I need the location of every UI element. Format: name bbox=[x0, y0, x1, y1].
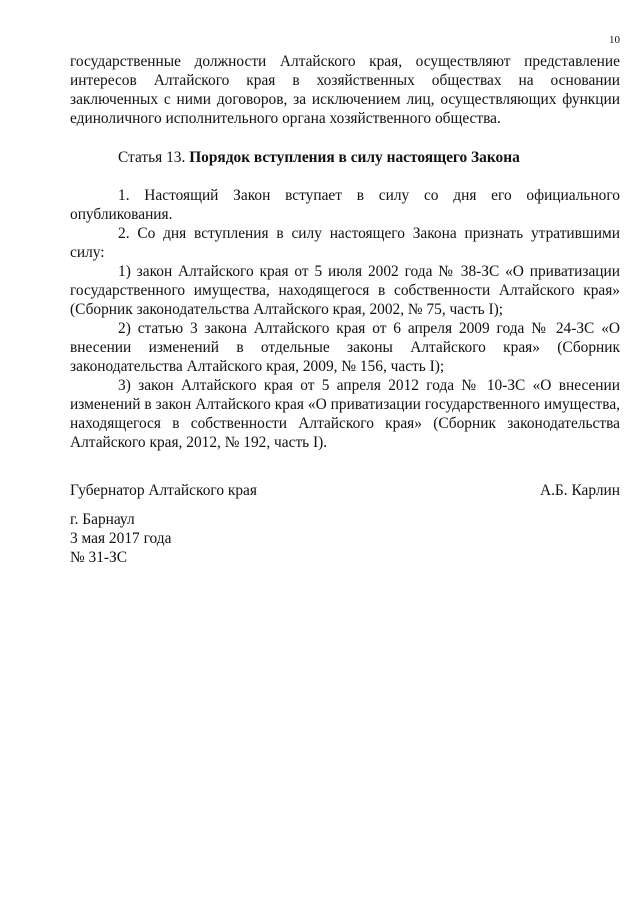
repealed-law-1: 1) закон Алтайского края от 5 июля 2002 года № 38-ЗС «О приватизации государственного имущества, находящегося в собственности Алтайского края» (Сборник законодательства Алтайского края, 2002, № 75, часть I); bbox=[70, 263, 620, 318]
repealed-law-2: 2) статью 3 закона Алтайского края от 6 апреля 2009 года № 24-ЗС «О внесении изменений в отдельные законы Алтайского края» (Сборник законодательства Алтайского края, 2009, № 156, часть I); bbox=[70, 320, 620, 375]
place-date-block bbox=[70, 510, 171, 567]
signatory-name: А.Б. Карлин bbox=[539, 482, 620, 499]
law-date: 3 мая 2017 года bbox=[70, 530, 172, 547]
article-heading bbox=[70, 148, 620, 167]
article-title: Порядок вступления в силу настоящего Закона bbox=[189, 149, 520, 166]
signature-block bbox=[70, 481, 620, 500]
city: г. Барнаул bbox=[70, 511, 135, 528]
page-number: 10 bbox=[609, 34, 620, 46]
document-body bbox=[70, 52, 620, 452]
article-item-1: 1. Настоящий Закон вступает в силу со дня его официального опубликования. bbox=[70, 187, 620, 223]
law-number: № 31-ЗС bbox=[70, 549, 128, 566]
signatory-position: Губернатор Алтайского края bbox=[70, 482, 257, 499]
article-item-2: 2. Со дня вступления в силу настоящего Закона признать утратившими силу: bbox=[70, 225, 620, 261]
repealed-law-3: 3) закон Алтайского края от 5 апреля 2012 года № 10-ЗС «О внесении изменений в закон Алтайского края «О приватизации государственного имущества, находящегося в собственности Алтайского края» (Сборник законодательства Алтайского края, 2012, № 192, часть I). bbox=[70, 377, 620, 451]
top-paragraph: государственные должности Алтайского края, осуществляют представление интересов Алтайского края в хозяйственных обществах на основании заключенных с ними договоров, за исключением лиц, осуществляющих функции единоличного исполнительного органа хозяйственного общества. bbox=[70, 53, 620, 127]
article-prefix: Статья 13. bbox=[118, 149, 186, 166]
